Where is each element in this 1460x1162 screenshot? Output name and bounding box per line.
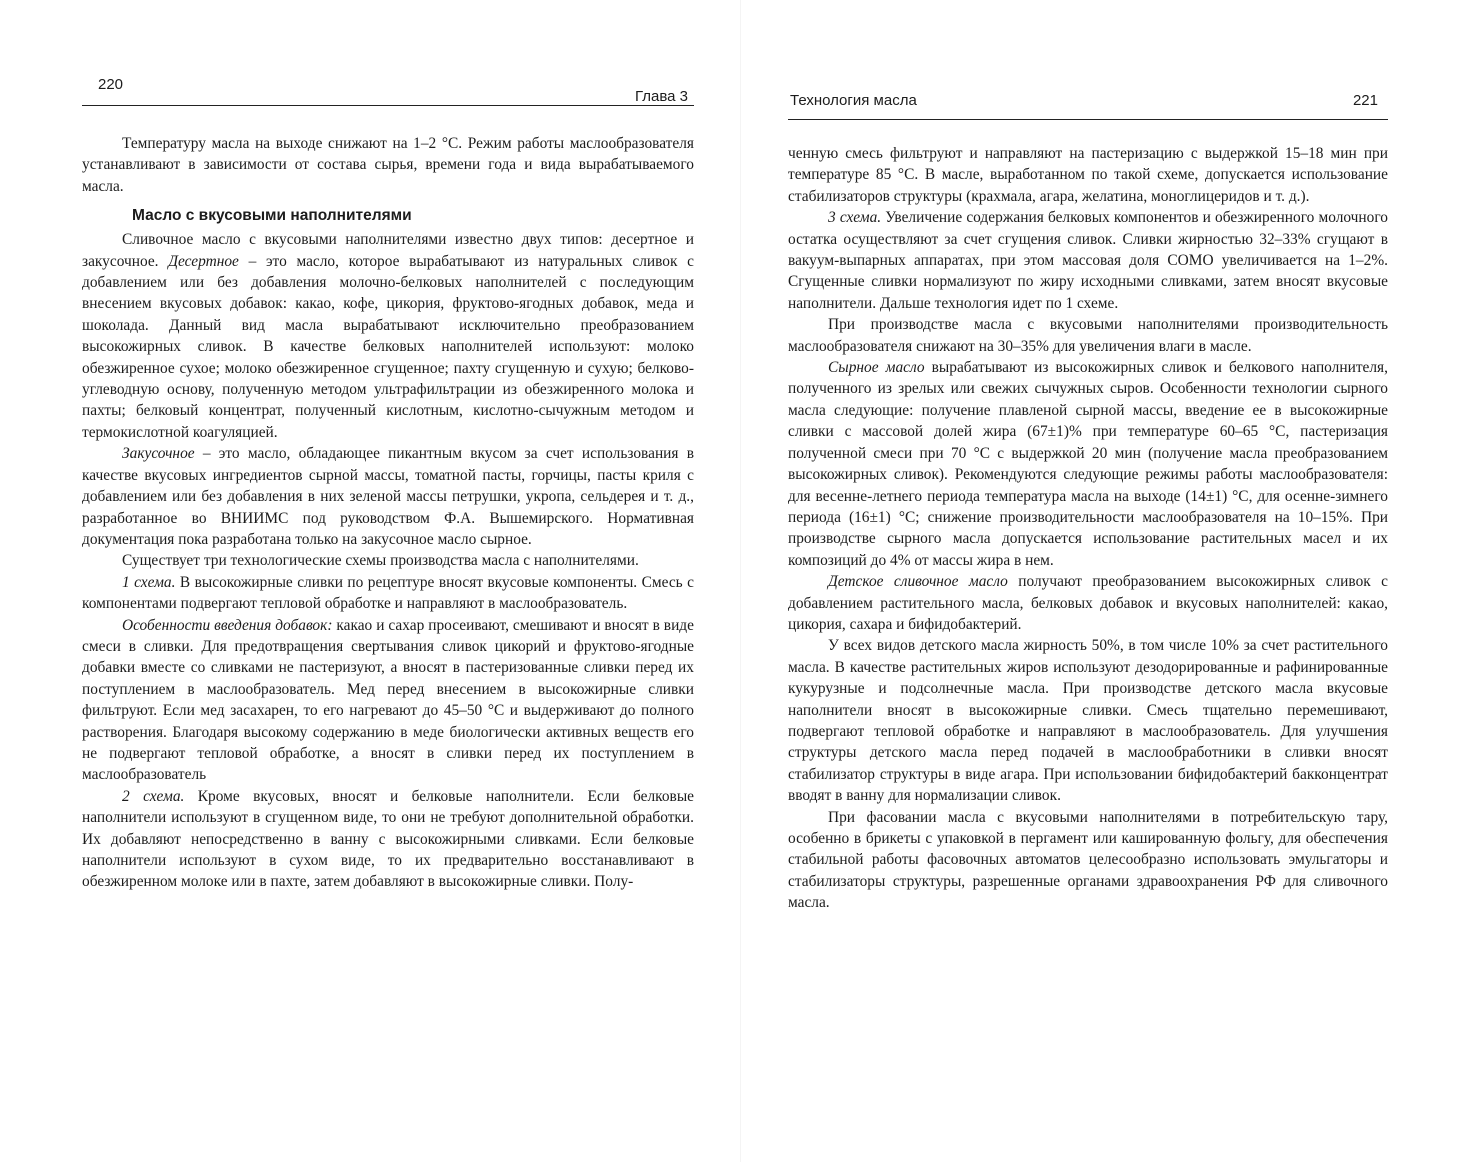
right-running-head: Технология масла: [790, 92, 917, 109]
term-desert: Десертное: [168, 252, 239, 270]
left-paragraph-7: [82, 786, 694, 893]
right-page: [788, 0, 1388, 1162]
left-page-body: [82, 133, 694, 893]
left-paragraph-6-rest: какао и сахар просеивают, смешивают и вносят в виде смеси в сливки. Для предотвращения свертывания сливок цикорий и фруктово-ягодные добавки вместе со сливками не пастеризуют, а вносят в пастеризованные сливки перед их поступлением в маслообразователь. Мед перед внесением в высокожирные сливки фильтруют. Если мед засахарен, то его нагревают до 45–50 °С и выдерживают до полного растворения. Благодаря высокому содержанию в меде биологически активных веществ его не подвергают тепловой обработке, а вносят в сливки перед их поступлением в маслообразователь: [82, 616, 694, 784]
right-header-rule: [788, 119, 1388, 120]
left-paragraph-3: [82, 443, 694, 550]
right-paragraph-5-rest: получают преобразованием высокожирных сливок с добавлением растительного масла, белковых добавок и вкусовых наполнителей: какао, цикория, сахара и бифидобактерий.: [788, 573, 1388, 633]
right-paragraph-7: При фасовании масла с вкусовыми наполнителями в потребительскую тару, особенно в брикеты с упаковкой в пергамент или кашированную фольгу, для обеспечения стабильной работы фасовочных автоматов целесообразно использовать эмульгаторы и стабилизаторы структуры, разрешенные органами здравоохранения РФ для сливочного масла.: [788, 808, 1388, 912]
right-paragraph-1: ченную смесь фильтруют и направляют на пастеризацию с выдержкой 15–18 мин при температуре 85 °С. В масле, выработанном по такой схеме, допускается использование стабилизаторов структуры (крахмала, агара, желатина, моноглицеридов и т. д.).: [788, 145, 1388, 205]
left-paragraph-4: Существует три технологические схемы производства масла с наполнителями.: [122, 552, 639, 570]
section-heading: Масло с вкусовыми наполнителями: [132, 207, 412, 225]
right-paragraph-4: [788, 357, 1388, 571]
term-scheme-1: 1 схема.: [122, 573, 176, 591]
left-paragraph-5: [82, 572, 694, 615]
right-page-body: [788, 143, 1388, 914]
left-paragraph-2-rest: – это масло, которое вырабатывают из натуральных сливок с добавлением или без добавления молочно-белковых наполнителей с последующим внесением вкусовых добавок: какао, кофе, цикория, фруктово-ягодных добавок, меда и шоколада. Данный вид масла вырабатывают исключительно преобразованием высокожирных сливок. В качестве белковых наполнителей используют: молоко обезжиренное сухое; молоко обезжиренное сгущенное; пахту сгущенную и сухую; белково-углеводную основу, полученную методом ультрафильтрации из обезжиренного молока и пахты; белковый концентрат, полученный кислотным, кислотно-сычужным методом и термокислотной коагуляцией.: [82, 252, 694, 441]
term-snack: Закусочное: [122, 445, 195, 463]
right-page-number: 221: [1352, 92, 1378, 109]
right-paragraph-2: [788, 207, 1388, 314]
left-paragraph-2: [82, 229, 694, 443]
right-paragraph-4-rest: вырабатывают из высокожирных сливок и белкового наполнителя, полученного из зрелых или свежих сычужных сыров. Особенности технологии сырного масла следующие: получение плавленой сырной массы, введение ее в высокожирные сливки с массовой долей жира (67±1)% при температуре 60–65 °С, пастеризация полученной смеси при 70 °С с выдержкой 20 мин (получение масла преобразованием высокожирных сливок). Рекомендуются следующие режимы работы маслообразователя: для весенне-летнего периода температура масла на выходе (14±1) °С, для осенне-зимнего периода (16±1) °С; снижение производительности маслообразователя на 10–15%. При производстве сырного масла допускается использование растительных масел и их композиций до 4% от массы жира в нем.: [788, 359, 1388, 569]
right-paragraph-6: У всех видов детского масла жирность 50%, в том числе 10% за счет растительного масла. В качестве растительных жиров используют дезодорированные и рафинированные кукурузные и подсолнечные масла. При производстве детского масла вкусовые наполнители вносят в высокожирные сливки. Смесь тщательно перемешивают, подвергают тепловой обработке и направляют в маслообразователь. Для улучшения структуры детского масла перед подачей в маслообработники в сливки вносят стабилизатор структуры в виде агара. При использовании бифидобактерий бакконцентрат вводят в ванну для нормализации сливок.: [788, 637, 1388, 805]
right-paragraph-2-rest: Увеличение содержания белковых компонентов и обезжиренного молочного остатка осуществляют за счет сгущения сливок. Сливки жирностью 32–33% сгущают в вакуум-выпарных аппаратах, при этом массовая доля СОМО увеличивается на 1–2%. Сгущенные сливки нормализуют по жиру исходными сливками, затем вносят вкусовые наполнители. Дальше технология идет по 1 схеме.: [788, 209, 1388, 312]
left-header-rule: [82, 105, 694, 106]
right-running-header: [788, 90, 1388, 120]
term-additives: Особенности введения добавок:: [122, 616, 333, 634]
left-running-head: Глава 3: [634, 88, 688, 105]
left-paragraph-7-rest: Кроме вкусовых, вносят и белковые наполнители. Если белковые наполнители используют в сгущенном виде, то они не требуют дополнительной обработки. Их добавляют непосредственно в ванну с высокожирными сливками. Если белковые наполнители используют в сухом виде, то их предварительно восстанавливают в обезжиренном молоке или в пахте, затем добавляют в высокожирные сливки. Полу-: [82, 787, 694, 891]
left-page: [82, 0, 694, 1162]
right-paragraph-5: [788, 571, 1388, 635]
left-running-header: [82, 76, 694, 106]
right-paragraph-3: При производстве масла с вкусовыми наполнителями производительность маслообразователя снижают на 30–35% для увеличения влаги в масле.: [788, 316, 1388, 355]
left-paragraph-5-rest: В высокожирные сливки по рецептуре вносят вкусовые компоненты. Смесь с компонентами подвергают тепловой обработке и направляют в маслообразователь.: [82, 573, 694, 613]
term-cheese-butter: Сырное масло: [828, 359, 925, 377]
left-paragraph-2-text: Сливочное масло с вкусовыми наполнителями известно двух типов: десертное и закусочное.: [82, 231, 694, 270]
book-spine: [740, 0, 741, 1162]
left-paragraph-3-rest: – это масло, обладающее пикантным вкусом за счет использования в качестве вкусовых ингредиентов сырной массы, томатной пасты, горчицы, пасты криля с добавлением или без добавления в них зеленой массы петрушки, укропа, сельдерея и т. д., разработанное во ВНИИМС под руководством Ф.А. Вышемирского. Нормативная документация пока разработана только на закусочное масло сырное.: [82, 445, 695, 548]
left-paragraph-1: Температуру масла на выходе снижают на 1–2 °С. Режим работы маслообразователя устанавливают в зависимости от состава сырья, времени года и вида вырабатываемого масла.: [82, 135, 694, 195]
term-scheme-3: 3 схема.: [828, 209, 882, 227]
left-paragraph-6: [82, 615, 694, 786]
left-page-number: 220: [98, 76, 124, 93]
term-baby-butter: Детское сливочное масло: [828, 573, 1008, 591]
term-scheme-2: 2 схема.: [122, 787, 185, 805]
